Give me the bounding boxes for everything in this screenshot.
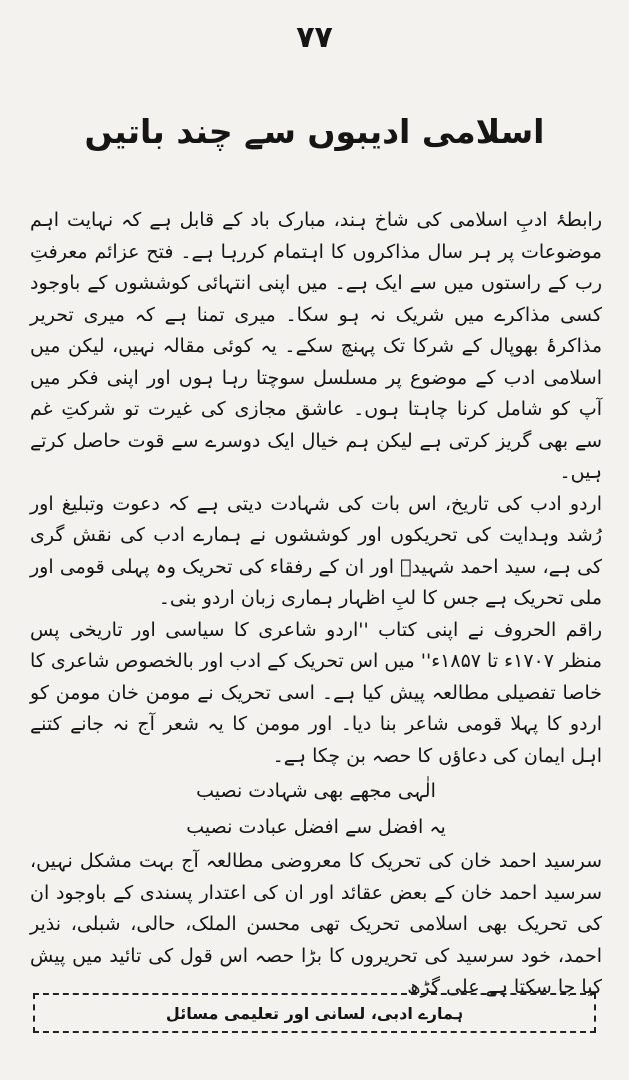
body-text <box>30 205 602 1004</box>
book-title-footer: ہمارے ادبی، لسانی اور تعلیمی مسائل <box>33 993 596 1033</box>
page-number: ۷۷ <box>296 20 333 55</box>
verse-line-1: الٰہی مجھے بھی شہادت نصیب <box>196 780 436 802</box>
paragraph-3: راقم الحروف نے اپنی کتاب ''اردو شاعری کا سیاسی اور تاریخی پس منظر ۱۷۰۷ء تا ۱۸۵۷ء'' میں اس تحریک کے ادب اور بالخصوص شاعری کا خاصا تفصیلی مطالعہ پیش کیا ہے۔ اسی تحریک نے مومن خان مومن کو اردو کا پہلا قومی شاعر بنا دیا۔ اور مومن کا یہ شعر آج نہ جانے کتنے اہل ایمان کی دعاؤں کا حصہ بن چکا ہے۔ <box>30 618 602 767</box>
chapter-title: اسلامی ادیبوں سے چند باتیں <box>84 112 545 151</box>
paragraph-1: رابطۂ ادبِ اسلامی کی شاخ ہند، مبارک باد کے قابل ہے کہ نہایت اہم موضوعات پر ہر سال مذاکروں کا اہتمام کررہا ہے۔ فتح عزائم معرفتِ رب کے راستوں میں سے ایک ہے۔ میں اپنی انتہائی کوششوں کے باوجود کسی مذاکرے میں شریک نہ ہو سکا۔ میری تمنا ہے کہ میری تحریر مذاکرۂ بھوپال کے شرکا تک پہنچ سکے۔ یہ کوئی مقالہ نہیں، لیکن میں اسلامی ادب کے موضوع پر مسلسل سوچتا رہا ہوں اور اپنی فکر میں آپ کو شامل کرنا چاہتا ہوں۔ عاشق مجازی کی غیرت تو شرکتِ غم سے بھی گریز کرتی ہے لیکن ہم خیال ایک دوسرے سے قوت حاصل کرتے ہیں۔ <box>30 209 602 483</box>
paragraph-2: اردو ادب کی تاریخ، اس بات کی شہادت دیتی ہے کہ دعوت وتبلیغ اور رُشد وہدایت کی تحریکوں اور کوششوں نے ہمارے ادب کی نقش گری کی ہے، سید احمد شہیدؒ اور ان کے رفقاء کی تحریک وہ پہلی قومی اور ملی تحریک ہے جس کا لبِ اظہار ہماری زبان اردو بنی۔ <box>30 492 602 609</box>
paragraph-4: سرسید احمد خان کی تحریک کا معروضی مطالعہ آج بہت مشکل نہیں، سرسید احمد خان کے بعض عقائد اور ان کی اعتدار پسندی کے باوجود ان کی تحریک بھی اسلامی تحریک تھی محسن الملک، حالی، شبلی، نذیر احمد، خود سرسید کی تحریروں کا بڑا حصہ اس قول کی تائید میں پیش کیا جا سکتا ہے علی گڑھ <box>30 850 602 998</box>
verse-line-2: یہ افضل سے افضل عبادت نصیب <box>186 816 446 838</box>
